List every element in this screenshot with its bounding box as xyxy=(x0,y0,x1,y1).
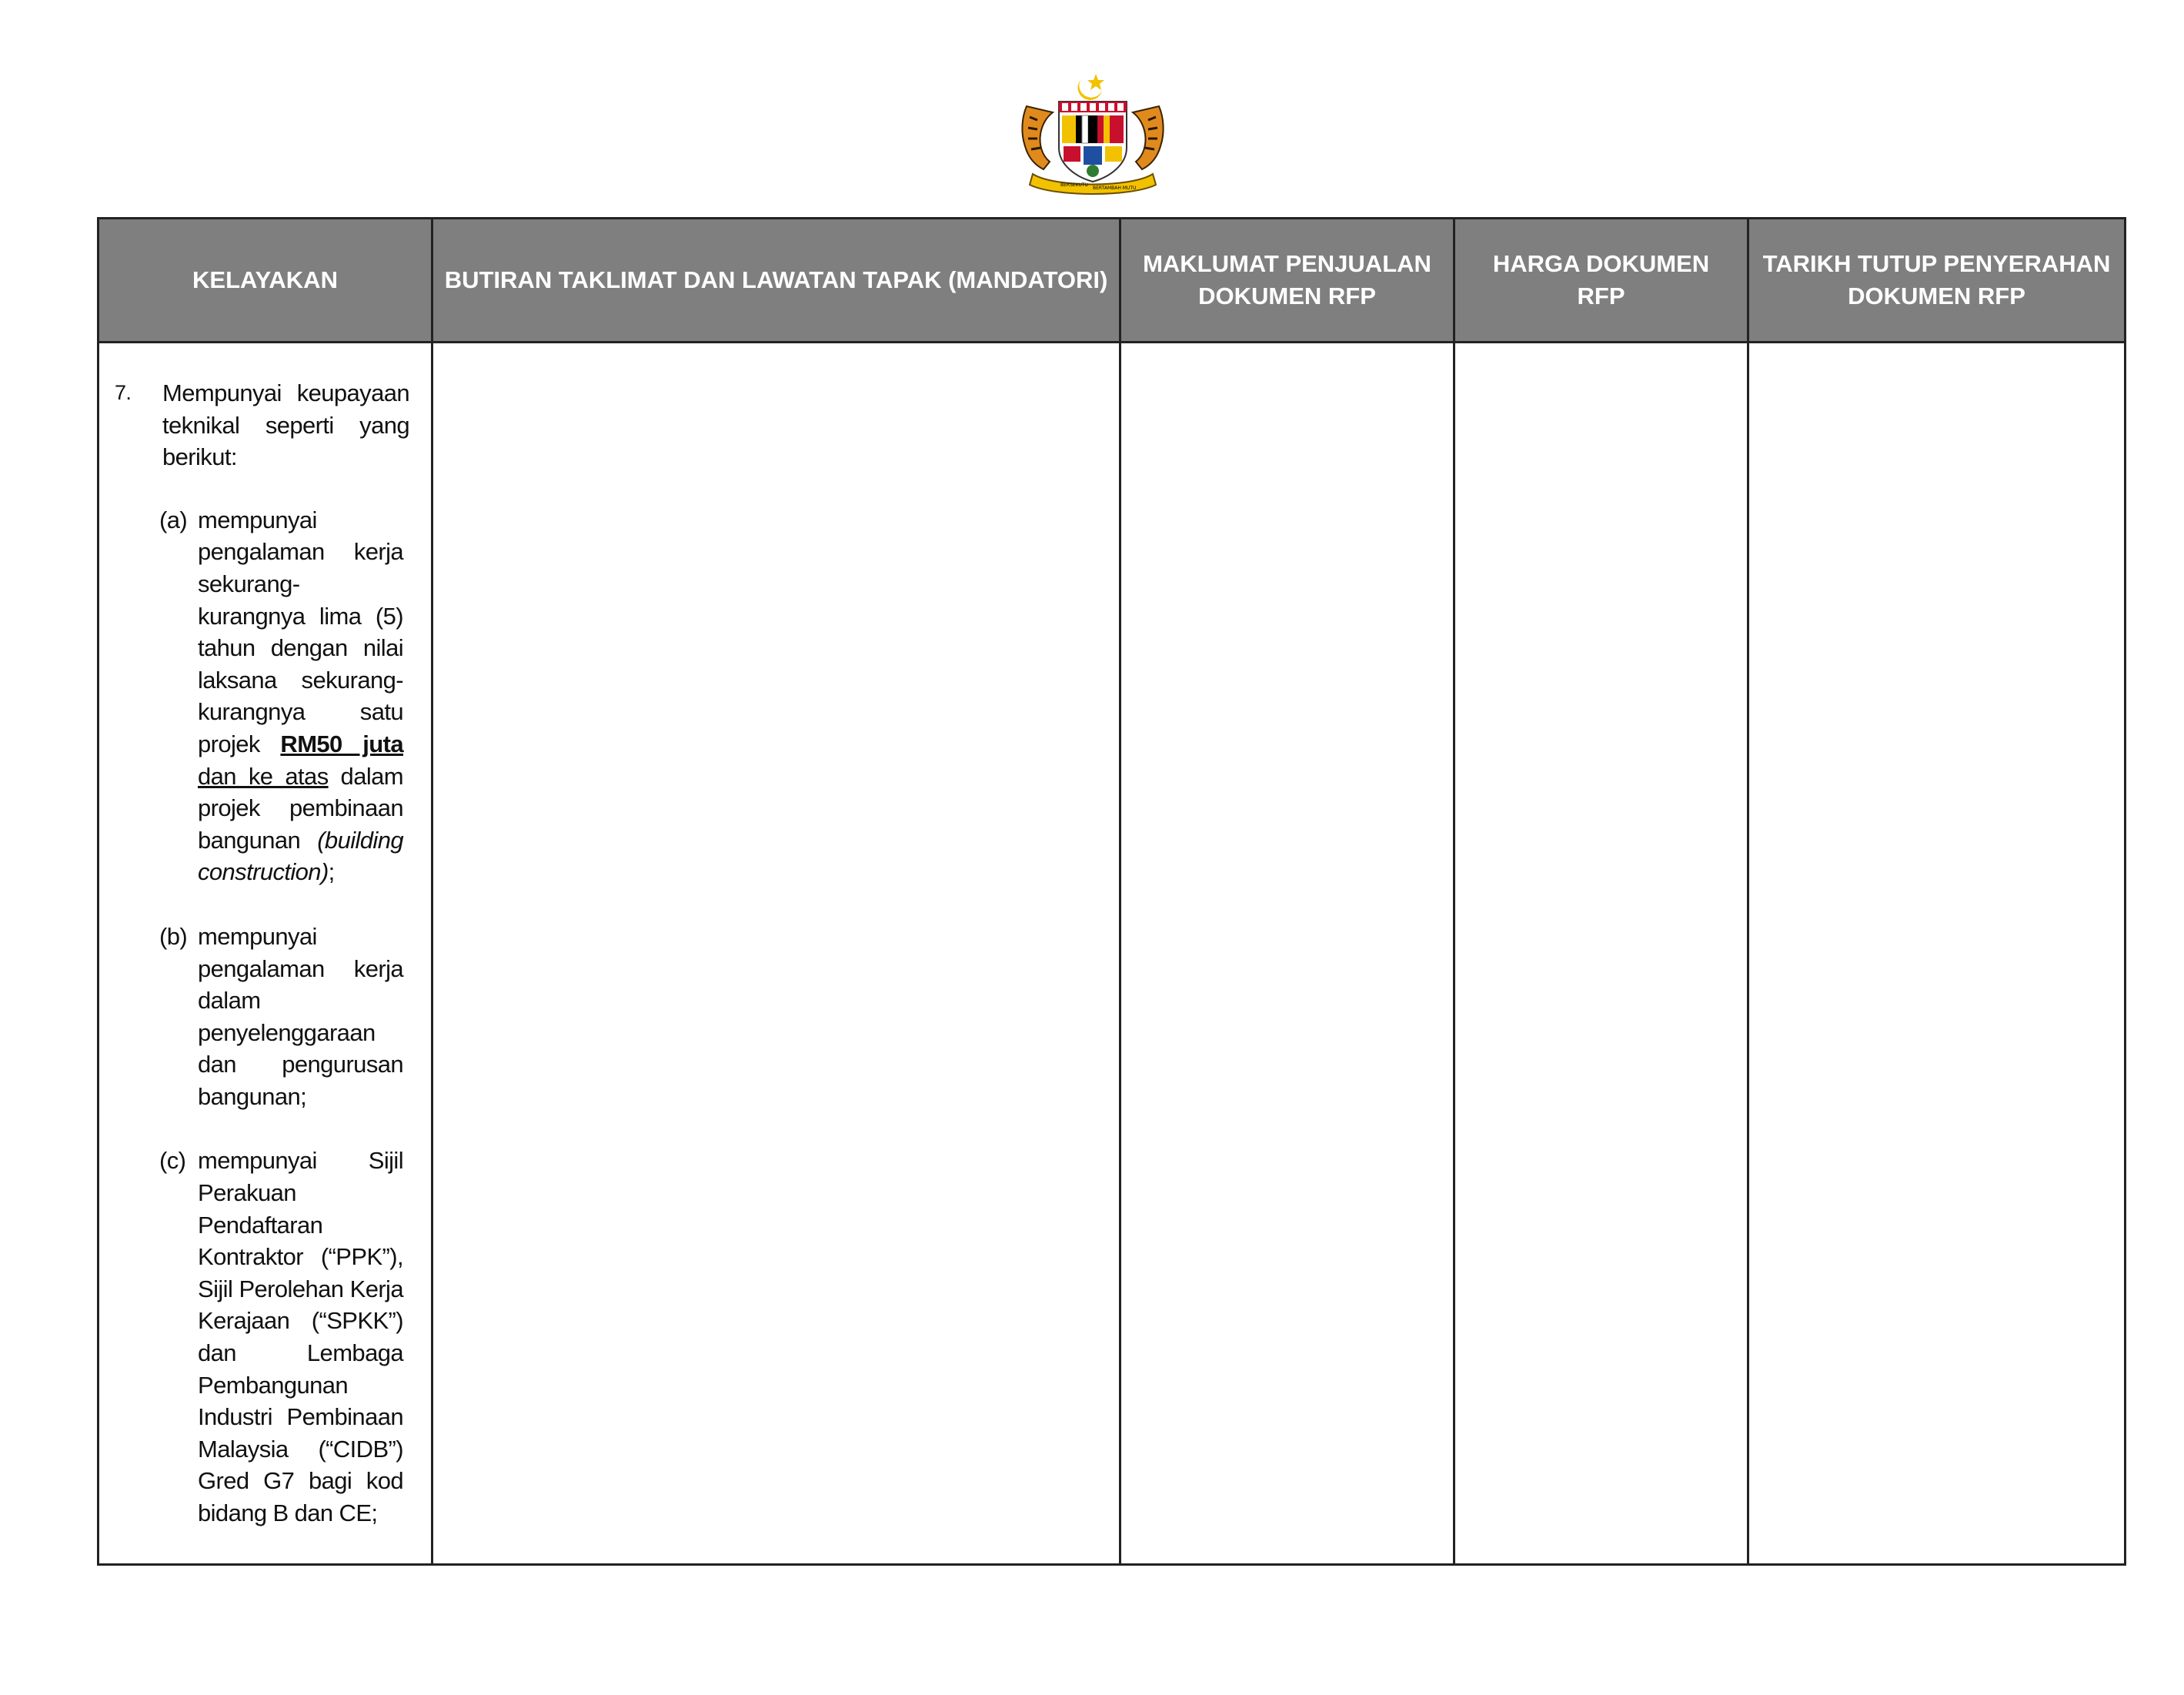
sub-item-label: (a) xyxy=(159,506,188,533)
sub-item-text-end: ; xyxy=(328,858,335,886)
svg-text:BERSEKUTU: BERSEKUTU xyxy=(1060,182,1088,188)
cell-tarikh-tutup xyxy=(1748,343,2126,1565)
coat-of-arms-emblem xyxy=(1016,71,1170,197)
header-row xyxy=(99,219,2126,343)
sub-item-text-start: mempunyai pengalaman kerja sekurang-kurangnya lima (5) tahun dengan nilai laksana sekurang-kurangnya satu projek xyxy=(198,506,403,757)
highlight-amount: RM50 juta xyxy=(280,730,403,757)
highlight-and-above: dan ke atas xyxy=(198,762,329,790)
sub-item-list xyxy=(115,504,411,1530)
svg-text:BERTAMBAH MUTU: BERTAMBAH MUTU xyxy=(1093,186,1137,191)
table-row xyxy=(99,343,2126,1565)
qualification-item xyxy=(115,377,411,473)
cell-butiran-taklimat xyxy=(432,343,1120,1565)
sub-item-label: (b) xyxy=(159,922,188,950)
sub-item-text-italic: (building construction) xyxy=(198,826,403,886)
header-butiran-taklimat: BUTIRAN TAKLIMAT DAN LAWATAN TAPAK (MANDATORI) xyxy=(432,219,1120,343)
header-kelayakan: KELAYAKAN xyxy=(99,219,432,343)
header-harga-dokumen: HARGA DOKUMEN RFP xyxy=(1454,219,1748,343)
item-intro: Mempunyai keupayaan teknikal seperti yang berikut: xyxy=(162,379,409,471)
item-number: 7. xyxy=(115,381,132,404)
sub-item-b xyxy=(159,921,403,1113)
sub-item-text: mempunyai pengalaman kerja dalam penyelenggaraan dan pengurusan bangunan; xyxy=(198,922,403,1110)
sub-item-text xyxy=(198,504,403,888)
sub-item-a xyxy=(159,504,403,888)
sub-item-text: mempunyai Sijil Perakuan Pendaftaran Kontraktor (“PPK”), Sijil Perolehan Kerja Kerajaan (“SPKK”) dan Lembaga Pembangunan Industri Pembinaan Malaysia (“CIDB”) Gred G7 bagi kod bidang B dan CE; xyxy=(198,1147,403,1526)
header-tarikh-tutup: TARIKH TUTUP PENYERAHAN DOKUMEN RFP xyxy=(1748,219,2126,343)
qualification-block xyxy=(99,343,431,1530)
cell-maklumat-penjualan xyxy=(1120,343,1454,1565)
cell-kelayakan xyxy=(99,343,432,1565)
rfp-table xyxy=(97,217,2126,1566)
sub-item-label: (c) xyxy=(159,1147,186,1175)
cell-harga-dokumen xyxy=(1454,343,1748,1565)
malaysia-coat-of-arms-icon xyxy=(1016,71,1170,197)
table-header xyxy=(99,219,2126,343)
header-maklumat-penjualan: MAKLUMAT PENJUALAN DOKUMEN RFP xyxy=(1120,219,1454,343)
sub-item-text-middle: dalam projek pembinaan bangunan xyxy=(198,762,403,854)
sub-item-c xyxy=(159,1145,403,1529)
